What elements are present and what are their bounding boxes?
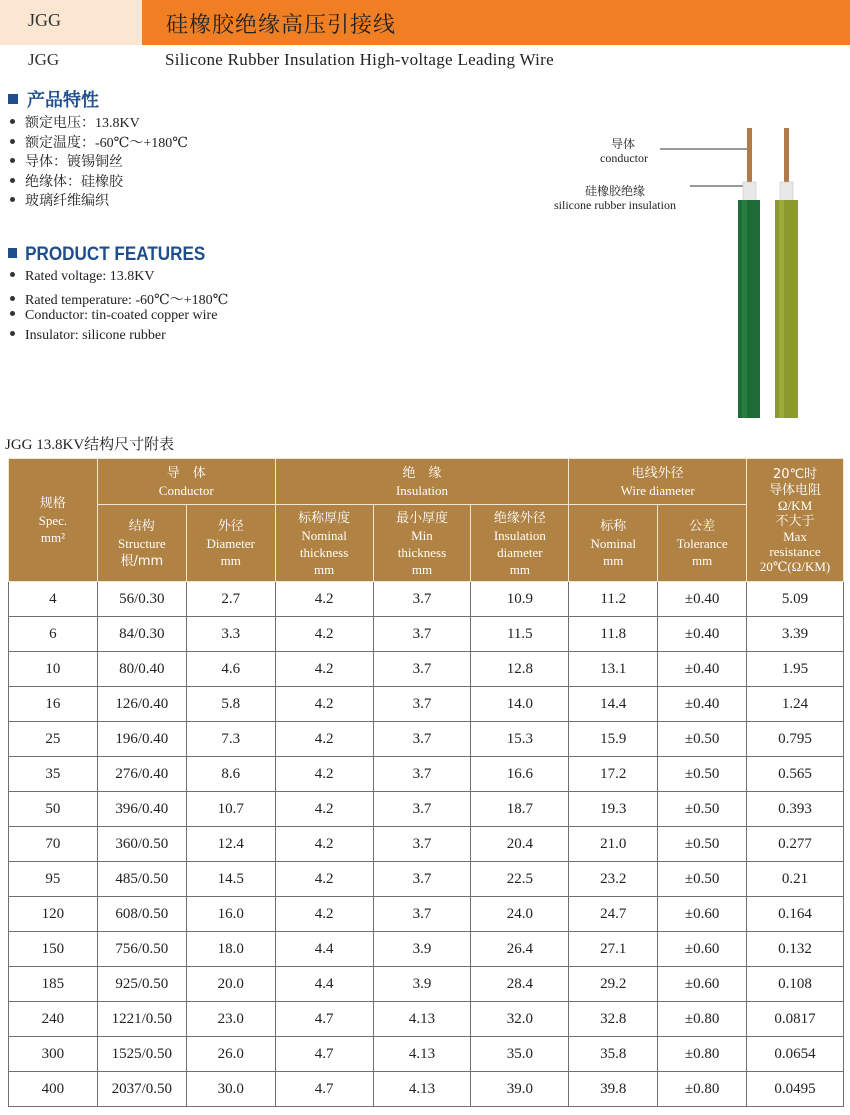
cell-structure: 1221/0.50 <box>97 1002 186 1037</box>
cell-tolerance: ±0.40 <box>658 582 747 617</box>
cell-nominal-thickness: 4.2 <box>275 757 373 792</box>
feature-item <box>10 132 188 152</box>
cell-min-thickness: 4.13 <box>373 1072 471 1107</box>
cell-diameter: 10.7 <box>186 792 275 827</box>
spec-table <box>8 458 844 1107</box>
cell-max-resistance: 0.393 <box>747 792 844 827</box>
cell-insulation-diameter: 12.8 <box>471 652 569 687</box>
cell-structure: 925/0.50 <box>97 967 186 1002</box>
cell-tolerance: ±0.80 <box>658 1072 747 1107</box>
cell-max-resistance: 1.24 <box>747 687 844 722</box>
feature-text: 玻璃纤维编织 <box>25 194 109 209</box>
spec-table-body <box>9 582 844 1107</box>
cell-wire-nominal: 21.0 <box>569 827 658 862</box>
conductor-label-en: conductor <box>600 151 648 165</box>
cell-nominal-thickness: 4.2 <box>275 582 373 617</box>
bullet-icon <box>10 197 15 202</box>
cell-diameter: 14.5 <box>186 862 275 897</box>
cell-wire-nominal: 19.3 <box>569 792 658 827</box>
cell-diameter: 18.0 <box>186 932 275 967</box>
copper-conductor-2 <box>784 128 789 188</box>
features-heading-en: PRODUCT FEATURES <box>8 244 205 266</box>
table-row <box>9 1002 844 1037</box>
cell-spec: 95 <box>9 862 98 897</box>
olive-wire-jacket <box>775 200 798 418</box>
cell-structure: 126/0.40 <box>97 687 186 722</box>
cell-max-resistance: 0.21 <box>747 862 844 897</box>
table-row <box>9 932 844 967</box>
cell-spec: 4 <box>9 582 98 617</box>
table-row <box>9 897 844 932</box>
cell-wire-nominal: 15.9 <box>569 722 658 757</box>
cell-insulation-diameter: 20.4 <box>471 827 569 862</box>
table-row <box>9 862 844 897</box>
cell-nominal-thickness: 4.2 <box>275 792 373 827</box>
cell-wire-nominal: 32.8 <box>569 1002 658 1037</box>
cell-min-thickness: 3.9 <box>373 932 471 967</box>
bullet-icon <box>10 158 15 163</box>
cell-wire-nominal: 29.2 <box>569 967 658 1002</box>
cell-spec: 70 <box>9 827 98 862</box>
cell-max-resistance: 0.277 <box>747 827 844 862</box>
cell-spec: 50 <box>9 792 98 827</box>
table-row <box>9 652 844 687</box>
cell-wire-nominal: 14.4 <box>569 687 658 722</box>
cell-wire-nominal: 39.8 <box>569 1072 658 1107</box>
cell-wire-nominal: 23.2 <box>569 862 658 897</box>
cell-tolerance: ±0.50 <box>658 827 747 862</box>
silicone-insulation-2 <box>780 182 793 202</box>
cell-max-resistance: 5.09 <box>747 582 844 617</box>
cell-tolerance: ±0.40 <box>658 687 747 722</box>
header-tolerance: 公差 Tolerance mm <box>658 505 747 582</box>
cell-min-thickness: 4.13 <box>373 1002 471 1037</box>
cell-nominal-thickness: 4.4 <box>275 932 373 967</box>
cell-structure: 756/0.50 <box>97 932 186 967</box>
cell-tolerance: ±0.50 <box>658 862 747 897</box>
insulation-label-en: silicone rubber insulation <box>554 198 676 212</box>
table-row <box>9 827 844 862</box>
table-row <box>9 687 844 722</box>
feature-item <box>10 171 123 191</box>
copper-conductor-1 <box>747 128 752 188</box>
cell-tolerance: ±0.40 <box>658 617 747 652</box>
cell-spec: 150 <box>9 932 98 967</box>
feature-text: 导体：镀锡铜丝 <box>25 155 123 170</box>
table-row <box>9 722 844 757</box>
feature-item <box>10 308 217 324</box>
cell-insulation-diameter: 16.6 <box>471 757 569 792</box>
cell-min-thickness: 3.7 <box>373 652 471 687</box>
cell-spec: 16 <box>9 687 98 722</box>
bullet-icon <box>10 119 15 124</box>
header-nominal-thickness: 标称厚度 Nominal thickness mm <box>275 505 373 582</box>
cell-min-thickness: 3.7 <box>373 722 471 757</box>
cell-insulation-diameter: 11.5 <box>471 617 569 652</box>
header-min-thickness: 最小厚度 Min thickness mm <box>373 505 471 582</box>
cell-max-resistance: 0.0654 <box>747 1037 844 1072</box>
cell-structure: 80/0.40 <box>97 652 186 687</box>
table-row <box>9 582 844 617</box>
cell-tolerance: ±0.80 <box>658 1002 747 1037</box>
cell-structure: 396/0.40 <box>97 792 186 827</box>
cell-nominal-thickness: 4.7 <box>275 1037 373 1072</box>
cell-structure: 2037/0.50 <box>97 1072 186 1107</box>
jacket-highlight-2 <box>779 200 784 418</box>
feature-item <box>10 112 140 132</box>
feature-text: 额定电压：13.8KV <box>25 116 140 131</box>
cell-structure: 196/0.40 <box>97 722 186 757</box>
cell-structure: 360/0.50 <box>97 827 186 862</box>
cell-tolerance: ±0.40 <box>658 652 747 687</box>
feature-item <box>10 269 154 285</box>
cell-insulation-diameter: 26.4 <box>471 932 569 967</box>
feature-item <box>10 289 228 309</box>
cell-diameter: 26.0 <box>186 1037 275 1072</box>
feature-text: Conductor: tin-coated copper wire <box>25 308 218 323</box>
cell-min-thickness: 3.7 <box>373 617 471 652</box>
header-max-resistance: 20℃时 导体电阻 Ω/KM 不大于 Max resistance 20℃(Ω/KM) <box>747 459 844 582</box>
cell-min-thickness: 3.9 <box>373 967 471 1002</box>
feature-text: Rated voltage: 13.8KV <box>25 269 155 284</box>
header-wire-diameter: 电线外径 Wire diameter <box>569 459 747 505</box>
cell-tolerance: ±0.60 <box>658 932 747 967</box>
header-insulation: 绝 缘 Insulation <box>275 459 569 505</box>
cell-max-resistance: 0.108 <box>747 967 844 1002</box>
cell-nominal-thickness: 4.7 <box>275 1072 373 1107</box>
feature-text: Insulator: silicone rubber <box>25 327 166 343</box>
square-bullet-icon <box>8 94 18 104</box>
cell-diameter: 2.7 <box>186 582 275 617</box>
cell-max-resistance: 3.39 <box>747 617 844 652</box>
cell-insulation-diameter: 32.0 <box>471 1002 569 1037</box>
cell-spec: 25 <box>9 722 98 757</box>
cell-insulation-diameter: 15.3 <box>471 722 569 757</box>
product-code-en: JGG <box>28 50 60 69</box>
cell-insulation-diameter: 24.0 <box>471 897 569 932</box>
table-row <box>9 757 844 792</box>
cell-insulation-diameter: 14.0 <box>471 687 569 722</box>
cell-min-thickness: 3.7 <box>373 827 471 862</box>
cell-max-resistance: 0.795 <box>747 722 844 757</box>
cell-spec: 120 <box>9 897 98 932</box>
cell-nominal-thickness: 4.2 <box>275 862 373 897</box>
cell-nominal-thickness: 4.4 <box>275 967 373 1002</box>
feature-text: 额定温度：-60℃～+180℃ <box>25 135 188 151</box>
cell-wire-nominal: 11.8 <box>569 617 658 652</box>
cell-spec: 35 <box>9 757 98 792</box>
cell-spec: 300 <box>9 1037 98 1072</box>
cell-diameter: 7.3 <box>186 722 275 757</box>
cell-max-resistance: 0.565 <box>747 757 844 792</box>
cell-structure: 485/0.50 <box>97 862 186 897</box>
cell-structure: 56/0.30 <box>97 582 186 617</box>
cell-min-thickness: 3.7 <box>373 897 471 932</box>
cell-tolerance: ±0.60 <box>658 967 747 1002</box>
cell-max-resistance: 1.95 <box>747 652 844 687</box>
feature-text: Rated temperature: -60℃～+180℃ <box>25 292 229 308</box>
table-row <box>9 792 844 827</box>
square-bullet-icon <box>8 248 17 258</box>
cell-diameter: 8.6 <box>186 757 275 792</box>
cell-wire-nominal: 27.1 <box>569 932 658 967</box>
bullet-icon <box>10 296 15 301</box>
cell-max-resistance: 0.0495 <box>747 1072 844 1107</box>
cell-diameter: 3.3 <box>186 617 275 652</box>
cell-max-resistance: 0.0817 <box>747 1002 844 1037</box>
cell-diameter: 12.4 <box>186 827 275 862</box>
header-spec: 规格 Spec. mm² <box>9 459 98 582</box>
header-diameter: 外径 Diameter mm <box>186 505 275 582</box>
cell-wire-nominal: 13.1 <box>569 652 658 687</box>
cell-min-thickness: 3.7 <box>373 757 471 792</box>
cell-tolerance: ±0.80 <box>658 1037 747 1072</box>
silicone-insulation-1 <box>743 182 756 202</box>
cell-diameter: 5.8 <box>186 687 275 722</box>
cell-nominal-thickness: 4.2 <box>275 687 373 722</box>
cell-min-thickness: 3.7 <box>373 582 471 617</box>
cell-nominal-thickness: 4.7 <box>275 1002 373 1037</box>
cell-structure: 84/0.30 <box>97 617 186 652</box>
product-title-cn: 硅橡胶绝缘高压引接线 <box>166 13 397 38</box>
cell-structure: 1525/0.50 <box>97 1037 186 1072</box>
feature-item <box>10 151 123 171</box>
table-row <box>9 617 844 652</box>
cell-min-thickness: 3.7 <box>373 687 471 722</box>
cell-nominal-thickness: 4.2 <box>275 827 373 862</box>
green-wire-jacket <box>738 200 760 418</box>
header-structure: 结构 Structure 根/mm <box>97 505 186 582</box>
cell-diameter: 20.0 <box>186 967 275 1002</box>
bullet-icon <box>10 331 15 336</box>
cell-wire-nominal: 24.7 <box>569 897 658 932</box>
cell-spec: 6 <box>9 617 98 652</box>
header-nominal: 标称 Nominal mm <box>569 505 658 582</box>
cell-wire-nominal: 35.8 <box>569 1037 658 1072</box>
bullet-icon <box>10 272 15 277</box>
cell-structure: 608/0.50 <box>97 897 186 932</box>
feature-text: 绝缘体：硅橡胶 <box>25 174 123 190</box>
cell-insulation-diameter: 10.9 <box>471 582 569 617</box>
cell-tolerance: ±0.60 <box>658 897 747 932</box>
bullet-icon <box>10 178 15 183</box>
cell-insulation-diameter: 39.0 <box>471 1072 569 1107</box>
cell-spec: 185 <box>9 967 98 1002</box>
cell-structure: 276/0.40 <box>97 757 186 792</box>
cell-spec: 400 <box>9 1072 98 1107</box>
cell-spec: 10 <box>9 652 98 687</box>
cell-max-resistance: 0.132 <box>747 932 844 967</box>
cell-nominal-thickness: 4.2 <box>275 897 373 932</box>
cell-tolerance: ±0.50 <box>658 757 747 792</box>
cell-nominal-thickness: 4.2 <box>275 722 373 757</box>
feature-item <box>10 328 166 344</box>
cell-spec: 240 <box>9 1002 98 1037</box>
insulation-label-cn: 硅橡胶绝缘 <box>584 184 645 198</box>
product-code: JGG <box>28 10 62 30</box>
features-heading-cn: 产品特性 <box>8 86 99 112</box>
cell-wire-nominal: 11.2 <box>569 582 658 617</box>
cell-nominal-thickness: 4.2 <box>275 652 373 687</box>
jacket-highlight-1 <box>742 200 747 418</box>
cell-diameter: 23.0 <box>186 1002 275 1037</box>
table-title: JGG 13.8KV结构尺寸附表 <box>5 437 175 453</box>
cell-nominal-thickness: 4.2 <box>275 617 373 652</box>
cell-insulation-diameter: 35.0 <box>471 1037 569 1072</box>
conductor-label-cn: 导体 <box>610 137 635 151</box>
table-row <box>9 967 844 1002</box>
table-row <box>9 1072 844 1107</box>
cell-min-thickness: 3.7 <box>373 862 471 897</box>
cell-insulation-diameter: 28.4 <box>471 967 569 1002</box>
table-row <box>9 1037 844 1072</box>
cell-tolerance: ±0.50 <box>658 792 747 827</box>
bullet-icon <box>10 139 15 144</box>
header-conductor: 导 体 Conductor <box>97 459 275 505</box>
feature-item <box>10 190 109 210</box>
cell-max-resistance: 0.164 <box>747 897 844 932</box>
cell-insulation-diameter: 22.5 <box>471 862 569 897</box>
header-code-block <box>0 0 142 45</box>
cell-min-thickness: 4.13 <box>373 1037 471 1072</box>
cell-diameter: 4.6 <box>186 652 275 687</box>
wire-illustration <box>650 120 820 420</box>
cell-min-thickness: 3.7 <box>373 792 471 827</box>
cell-insulation-diameter: 18.7 <box>471 792 569 827</box>
product-title-en: Silicone Rubber Insulation High-voltage Leading Wire <box>165 50 554 69</box>
cell-wire-nominal: 17.2 <box>569 757 658 792</box>
cell-diameter: 16.0 <box>186 897 275 932</box>
cell-tolerance: ±0.50 <box>658 722 747 757</box>
cell-diameter: 30.0 <box>186 1072 275 1107</box>
bullet-icon <box>10 311 15 316</box>
header-insulation-diameter: 绝缘外径 Insulation diameter mm <box>471 505 569 582</box>
